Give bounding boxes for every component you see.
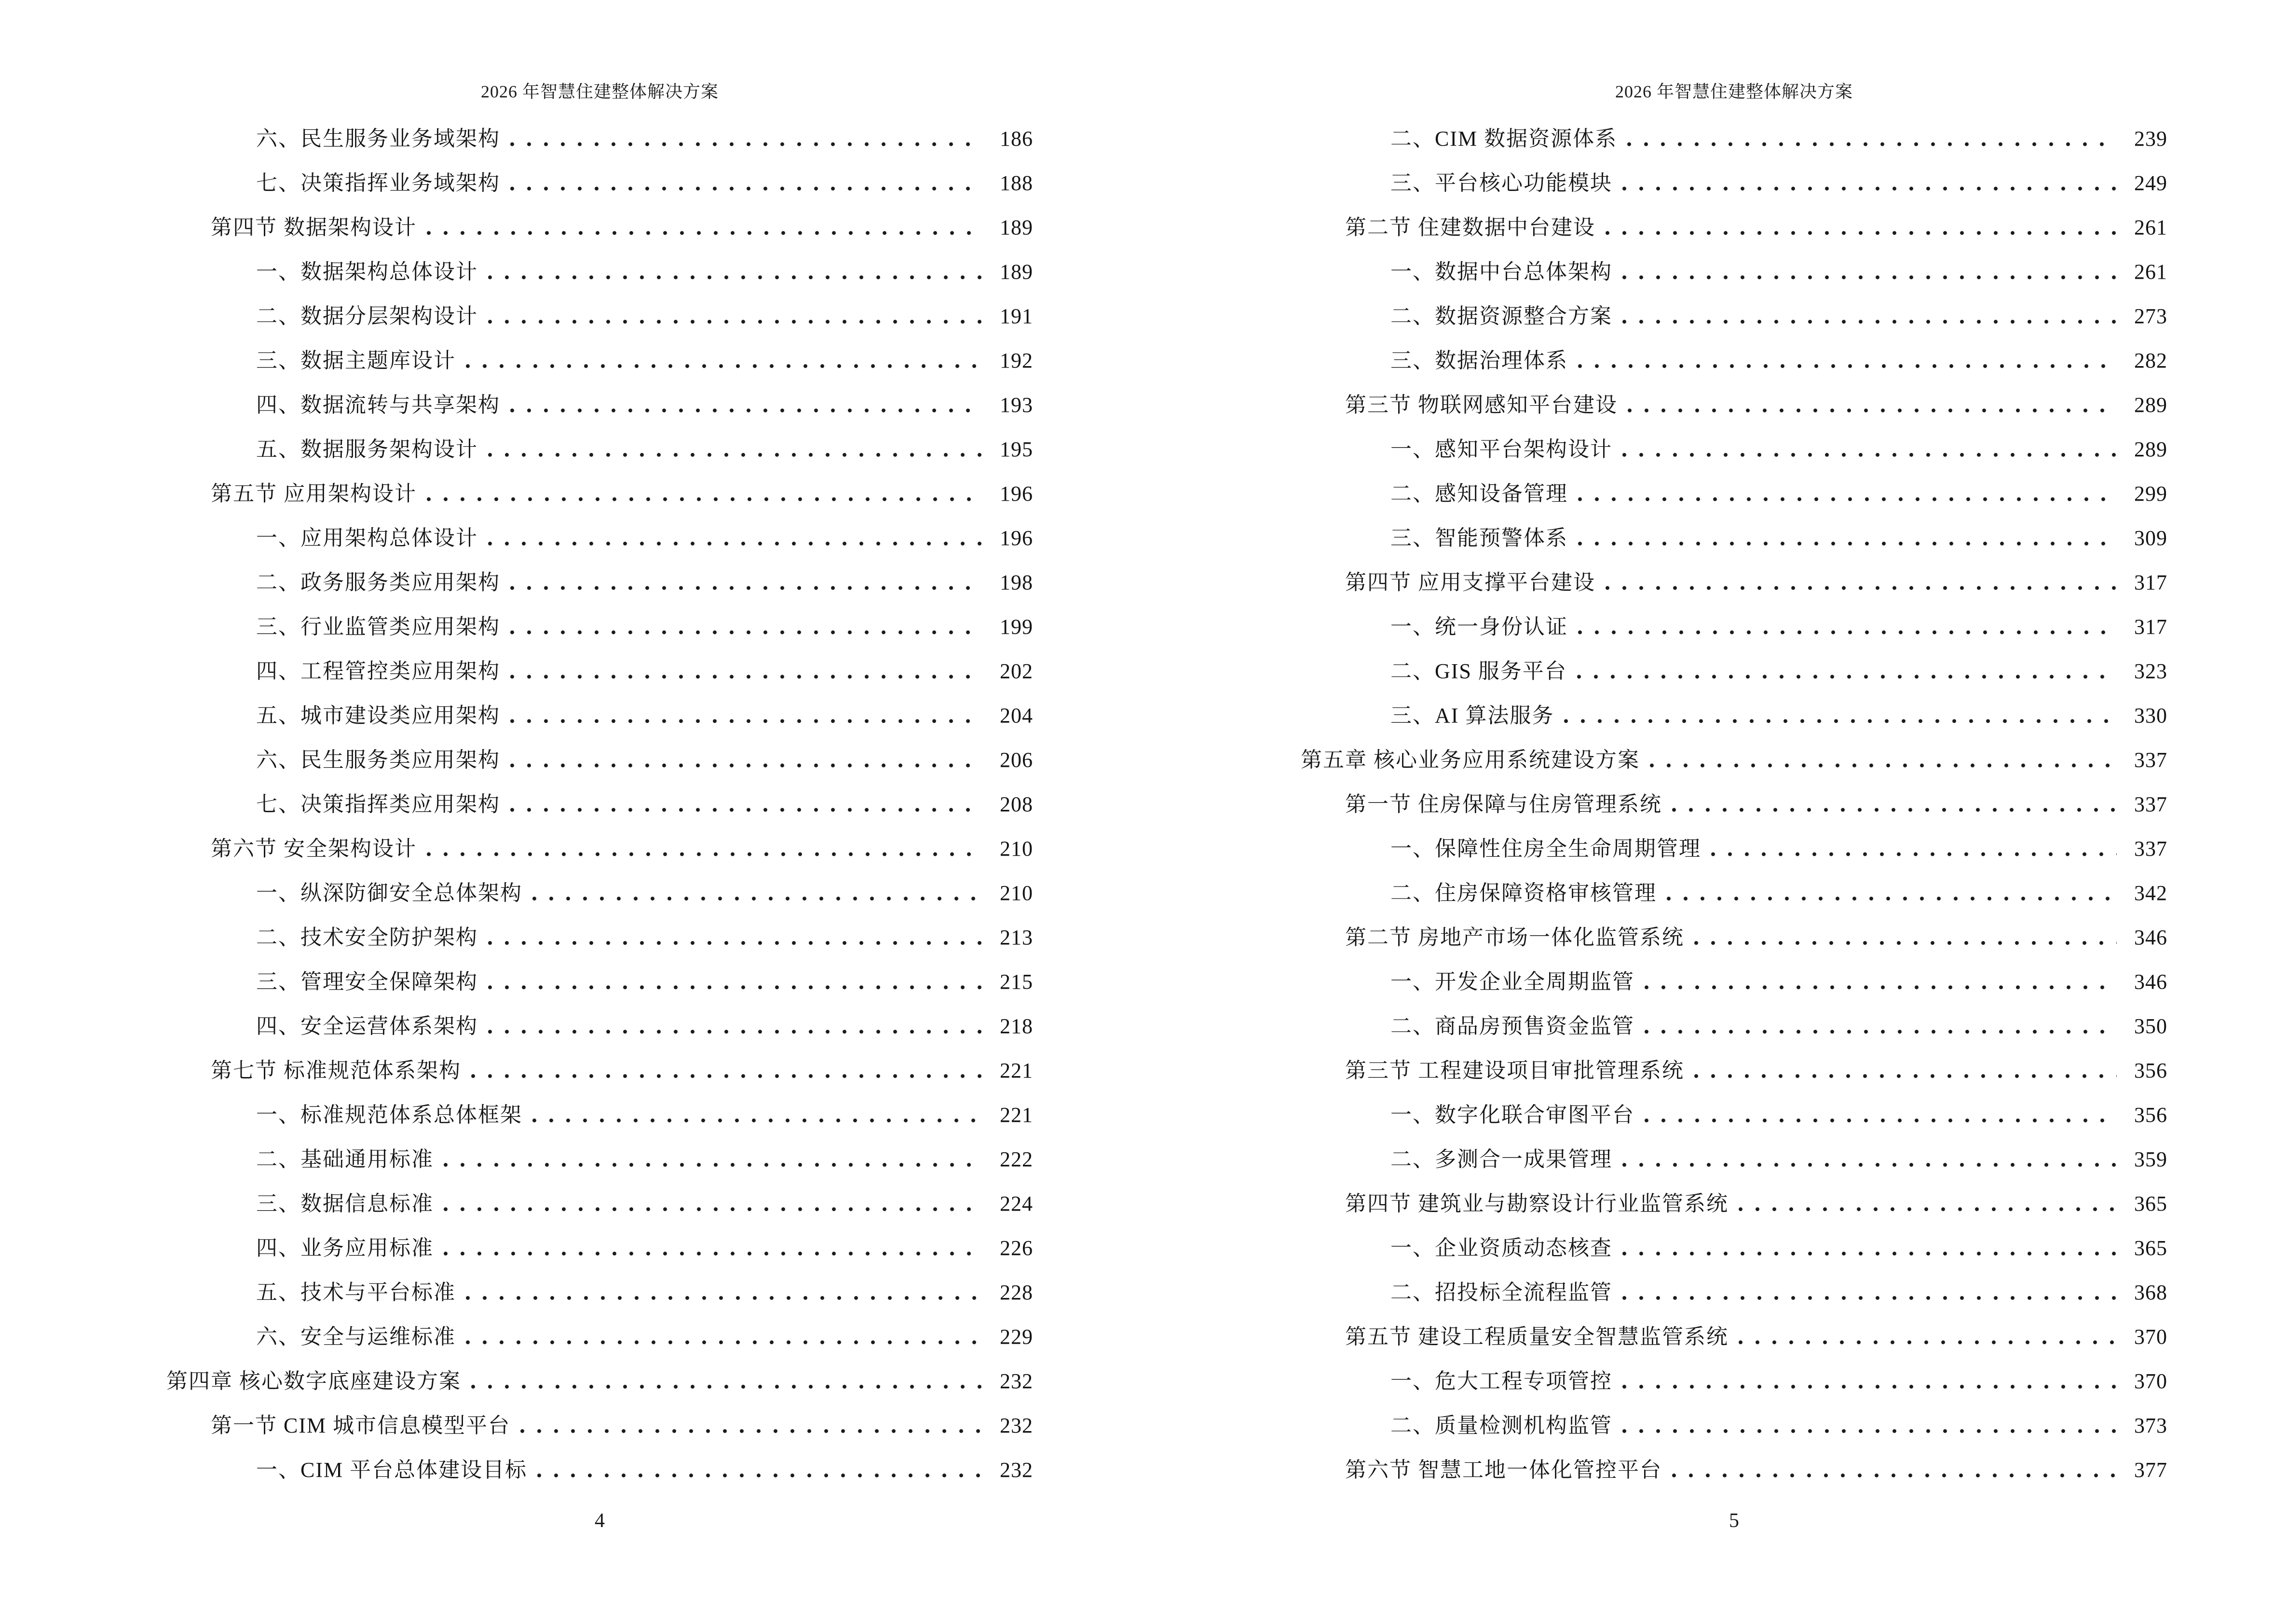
toc-entry[interactable] — [166, 327, 1033, 371]
dot-leader — [424, 851, 982, 860]
toc-entry-page-number: 346 — [2134, 970, 2167, 994]
toc-entry-title: 第二节 房地产市场一体化监管系统 — [1345, 926, 1684, 949]
toc-entry[interactable] — [166, 726, 1033, 771]
dot-leader — [1620, 451, 2117, 460]
toc-entry-page-number: 198 — [1000, 571, 1033, 594]
dot-leader — [1625, 407, 2117, 416]
toc-entry[interactable] — [166, 593, 1033, 638]
toc-entry-page-number: 229 — [1000, 1325, 1033, 1349]
toc-entry[interactable] — [1301, 105, 2167, 150]
toc-entry[interactable] — [1301, 1037, 2167, 1081]
toc-entry[interactable] — [1301, 593, 2167, 638]
toc-entry-page-number: 208 — [1000, 792, 1033, 816]
toc-entry-page-number: 356 — [2134, 1103, 2167, 1127]
toc-entry[interactable] — [166, 815, 1033, 860]
toc-entry-title: 四、工程管控类应用架构 — [256, 659, 500, 683]
dot-leader — [1620, 185, 2117, 194]
toc-entry-page-number: 368 — [2134, 1281, 2167, 1304]
dot-leader — [508, 629, 982, 638]
dot-leader — [469, 1073, 982, 1081]
dot-leader — [1576, 363, 2117, 371]
toc-entry[interactable] — [166, 460, 1033, 505]
dot-leader — [1576, 629, 2117, 638]
toc-entry-title: 四、业务应用标准 — [256, 1236, 434, 1260]
dot-leader — [1736, 1339, 2117, 1348]
toc-entry-title: 第五节 建设工程质量安全智慧监管系统 — [1345, 1325, 1729, 1349]
toc-entry-title: 一、开发企业全周期监管 — [1390, 970, 1634, 994]
toc-entry[interactable] — [166, 1170, 1033, 1215]
toc-entry-page-number: 261 — [2134, 260, 2167, 284]
toc-entry-page-number: 189 — [1000, 216, 1033, 239]
toc-entry-title: 第六节 安全架构设计 — [211, 837, 417, 860]
toc-entry[interactable] — [1301, 283, 2167, 327]
dot-leader — [486, 274, 982, 283]
toc-entry-title: 二、住房保障资格审核管理 — [1390, 881, 1657, 905]
dot-leader — [508, 718, 982, 726]
dot-leader — [1620, 1295, 2117, 1303]
toc-entry-title: 三、平台核心功能模块 — [1390, 171, 1612, 195]
toc-entry-page-number: 359 — [2134, 1147, 2167, 1171]
toc-entry[interactable] — [1301, 860, 2167, 904]
toc-entry[interactable] — [1301, 460, 2167, 505]
toc-entry-page-number: 261 — [2134, 216, 2167, 239]
toc-entry-page-number: 204 — [1000, 704, 1033, 727]
toc-entry-page-number: 232 — [1000, 1414, 1033, 1437]
toc-entry-title: 一、数字化联合审图平台 — [1390, 1103, 1634, 1127]
toc-entry-page-number: 346 — [2134, 926, 2167, 949]
dot-leader — [508, 762, 982, 771]
dot-leader — [424, 496, 982, 505]
dot-leader — [486, 318, 982, 327]
page-content — [166, 0, 1033, 1624]
toc-entry-page-number: 210 — [1000, 881, 1033, 905]
toc-entry-title: 第五章 核心业务应用系统建设方案 — [1301, 748, 1640, 772]
toc-entry-page-number: 317 — [2134, 571, 2167, 594]
toc-entry[interactable] — [166, 860, 1033, 904]
dot-leader — [463, 1339, 982, 1348]
toc-entry[interactable] — [1301, 1170, 2167, 1215]
toc-entry[interactable] — [1301, 638, 2167, 682]
toc-entry-title: 二、GIS 服务平台 — [1390, 659, 1567, 683]
toc-entry-title: 三、智能预警体系 — [1390, 526, 1568, 550]
toc-entry-title: 四、安全运营体系架构 — [256, 1014, 478, 1038]
toc-entry-title: 二、招投标全流程监管 — [1390, 1281, 1612, 1304]
toc-entry-title: 第一节 CIM 城市信息模型平台 — [211, 1414, 511, 1437]
toc-entry-title: 二、政务服务类应用架构 — [256, 571, 500, 594]
dot-leader — [486, 451, 982, 460]
toc-entry-page-number: 289 — [2134, 393, 2167, 417]
toc-entry-title: 第二节 住建数据中台建设 — [1345, 216, 1595, 239]
toc-entry-title: 一、统一身份认证 — [1390, 615, 1568, 639]
toc-entry-page-number: 232 — [1000, 1458, 1033, 1482]
dot-leader — [1603, 585, 2117, 593]
toc-entry-page-number: 196 — [1000, 482, 1033, 505]
dot-leader — [518, 1428, 982, 1436]
toc-entry-page-number: 370 — [2134, 1369, 2167, 1393]
toc-entry-page-number: 299 — [2134, 482, 2167, 505]
dot-leader — [1692, 940, 2117, 948]
toc-entry-title: 第一节 住房保障与住房管理系统 — [1345, 792, 1662, 816]
dot-leader — [1620, 1428, 2117, 1436]
dot-leader — [508, 806, 982, 815]
toc-entry-page-number: 192 — [1000, 349, 1033, 372]
toc-entry[interactable] — [166, 371, 1033, 416]
toc-entry-page-number: 191 — [1000, 304, 1033, 328]
toc-entry[interactable] — [166, 150, 1033, 194]
toc-entry-title: 二、感知设备管理 — [1390, 482, 1568, 505]
toc-entry-title: 第六节 智慧工地一体化管控平台 — [1345, 1458, 1662, 1482]
toc-entry-page-number: 330 — [2134, 704, 2167, 727]
toc-entry[interactable] — [1301, 1436, 2167, 1481]
toc-entry-page-number: 189 — [1000, 260, 1033, 284]
dot-leader — [1576, 496, 2117, 505]
dot-leader — [486, 540, 982, 549]
toc-entry-page-number: 232 — [1000, 1369, 1033, 1393]
dot-leader — [441, 1161, 982, 1170]
toc-entry-title: 第五节 应用架构设计 — [211, 482, 417, 505]
dot-leader — [1625, 141, 2117, 150]
toc-entry-page-number: 239 — [2134, 127, 2167, 150]
toc-entry-title: 一、保障性住房全生命周期管理 — [1390, 837, 1701, 860]
toc-entry[interactable] — [1301, 1392, 2167, 1436]
dot-leader — [508, 673, 982, 682]
toc-entry-page-number: 309 — [2134, 526, 2167, 550]
toc-entry-title: 二、CIM 数据资源体系 — [1390, 127, 1618, 150]
toc-entry[interactable] — [1301, 238, 2167, 283]
toc-entry-page-number: 193 — [1000, 393, 1033, 417]
toc-entry-page-number: 206 — [1000, 748, 1033, 772]
toc-entry-page-number: 221 — [1000, 1103, 1033, 1127]
toc-entry[interactable] — [1301, 1348, 2167, 1392]
dot-leader — [508, 141, 982, 150]
toc-entry-page-number: 224 — [1000, 1192, 1033, 1215]
toc-entry[interactable] — [1301, 371, 2167, 416]
toc-entry[interactable] — [166, 194, 1033, 238]
toc-entry-page-number: 370 — [2134, 1325, 2167, 1349]
toc-entry-title: 七、决策指挥类应用架构 — [256, 792, 500, 816]
dot-leader — [486, 984, 982, 993]
dot-leader — [1620, 1250, 2117, 1259]
toc-entry-title: 六、民生服务类应用架构 — [256, 748, 500, 772]
toc-entry-title: 一、标准规范体系总体框架 — [256, 1103, 522, 1127]
toc-entry-title: 一、感知平台架构设计 — [1390, 437, 1612, 461]
toc-entry-page-number: 210 — [1000, 837, 1033, 860]
toc-entry-title: 第四章 核心数字底座建设方案 — [166, 1369, 461, 1393]
page-content — [1301, 0, 2167, 1624]
dot-leader — [1562, 718, 2117, 726]
toc-entry[interactable] — [166, 1037, 1033, 1081]
dot-leader — [1670, 806, 2117, 815]
dot-leader — [530, 895, 982, 904]
dot-leader — [508, 585, 982, 593]
dot-leader — [1664, 895, 2117, 904]
toc-entry[interactable] — [1301, 416, 2167, 460]
toc-entry[interactable] — [166, 505, 1033, 549]
dot-leader — [1642, 1028, 2117, 1037]
toc-entry-title: 二、质量检测机构监管 — [1390, 1414, 1612, 1437]
toc-entry-page-number: 377 — [2134, 1458, 2167, 1482]
toc-entry[interactable] — [1301, 1215, 2167, 1259]
toc-entry[interactable] — [1301, 150, 2167, 194]
toc-entry[interactable] — [1301, 1259, 2167, 1303]
toc-entry-title: 一、数据架构总体设计 — [256, 260, 478, 284]
toc-entry-title: 三、AI 算法服务 — [1390, 704, 1554, 727]
dot-leader — [1620, 318, 2117, 327]
toc-entry-title: 第三节 工程建设项目审批管理系统 — [1345, 1059, 1684, 1082]
toc-entry-page-number: 337 — [2134, 792, 2167, 816]
page-header-title: 2026 年智慧住建整体解决方案 — [480, 82, 719, 101]
dot-leader — [535, 1472, 982, 1481]
document-page-right — [1144, 0, 2287, 1624]
toc-entry-title: 一、纵深防御安全总体架构 — [256, 881, 522, 905]
toc-entry-page-number: 249 — [2134, 171, 2167, 195]
dot-leader — [486, 940, 982, 948]
toc-entry-page-number: 365 — [2134, 1192, 2167, 1215]
toc-entry[interactable] — [1301, 194, 2167, 238]
dot-leader — [463, 363, 982, 371]
toc-entry[interactable] — [166, 1259, 1033, 1303]
toc-entry-page-number: 337 — [2134, 748, 2167, 772]
toc-entry[interactable] — [166, 638, 1033, 682]
toc-entry-title: 第四节 建筑业与勘察设计行业监管系统 — [1345, 1192, 1729, 1215]
dot-leader — [1692, 1073, 2117, 1081]
toc-entry[interactable] — [166, 993, 1033, 1037]
dot-leader — [508, 185, 982, 194]
dot-leader — [1736, 1206, 2117, 1215]
toc-entry-page-number: 188 — [1000, 171, 1033, 195]
dot-leader — [1642, 1117, 2117, 1126]
toc-entry-page-number: 213 — [1000, 926, 1033, 949]
toc-entry-title: 三、数据信息标准 — [256, 1192, 434, 1215]
toc-entry[interactable] — [166, 1392, 1033, 1436]
toc-entry[interactable] — [166, 283, 1033, 327]
dot-leader — [1603, 230, 2117, 238]
toc-entry-page-number: 195 — [1000, 437, 1033, 461]
toc-entry-title: 一、危大工程专项管控 — [1390, 1369, 1612, 1393]
toc-entry-page-number: 226 — [1000, 1236, 1033, 1260]
toc-entry-page-number: 323 — [2134, 659, 2167, 683]
toc-entry-title: 六、民生服务业务域架构 — [256, 127, 500, 150]
table-of-contents — [1301, 105, 2167, 1481]
toc-entry-page-number: 199 — [1000, 615, 1033, 639]
dot-leader — [1709, 851, 2117, 860]
toc-entry-title: 第七节 标准规范体系架构 — [211, 1059, 461, 1082]
toc-entry-title: 三、行业监管类应用架构 — [256, 615, 500, 639]
dot-leader — [1642, 984, 2117, 993]
toc-entry-page-number: 373 — [2134, 1414, 2167, 1437]
toc-entry-page-number: 356 — [2134, 1059, 2167, 1082]
toc-entry-title: 一、CIM 平台总体建设目标 — [256, 1458, 528, 1482]
toc-entry[interactable] — [166, 1126, 1033, 1170]
dot-leader — [486, 1028, 982, 1037]
toc-entry-title: 一、企业资质动态核查 — [1390, 1236, 1612, 1260]
dot-leader — [469, 1383, 982, 1392]
toc-entry[interactable] — [166, 682, 1033, 726]
toc-entry-page-number: 221 — [1000, 1059, 1033, 1082]
toc-entry[interactable] — [166, 238, 1033, 283]
toc-entry-page-number: 202 — [1000, 659, 1033, 683]
toc-entry-title: 三、管理安全保障架构 — [256, 970, 478, 994]
toc-entry-page-number: 337 — [2134, 837, 2167, 860]
dot-leader — [508, 407, 982, 416]
toc-entry-page-number: 222 — [1000, 1147, 1033, 1171]
toc-entry-page-number: 365 — [2134, 1236, 2167, 1260]
toc-entry-page-number: 186 — [1000, 127, 1033, 150]
dot-leader — [1647, 762, 2117, 771]
toc-entry-page-number: 282 — [2134, 349, 2167, 372]
toc-entry-title: 第四节 数据架构设计 — [211, 216, 417, 239]
dot-leader — [530, 1117, 982, 1126]
toc-entry[interactable] — [1301, 1303, 2167, 1348]
toc-entry[interactable] — [1301, 771, 2167, 815]
toc-entry-title: 三、数据主题库设计 — [256, 349, 456, 372]
toc-entry[interactable] — [1301, 1126, 2167, 1170]
toc-entry[interactable] — [1301, 948, 2167, 993]
toc-entry[interactable] — [166, 1436, 1033, 1481]
toc-entry-page-number: 350 — [2134, 1014, 2167, 1038]
toc-entry[interactable] — [166, 904, 1033, 948]
dot-leader — [1620, 1161, 2117, 1170]
toc-entry-title: 六、安全与运维标准 — [256, 1325, 456, 1349]
dot-leader — [424, 230, 982, 238]
toc-entry[interactable] — [1301, 505, 2167, 549]
toc-entry-title: 二、数据资源整合方案 — [1390, 304, 1612, 328]
toc-entry-title: 二、技术安全防护架构 — [256, 926, 478, 949]
toc-entry-title: 二、多测合一成果管理 — [1390, 1147, 1612, 1171]
toc-entry-page-number: 215 — [1000, 970, 1033, 994]
toc-entry-title: 五、城市建设类应用架构 — [256, 704, 500, 727]
toc-entry[interactable] — [166, 1303, 1033, 1348]
toc-entry[interactable] — [166, 771, 1033, 815]
dot-leader — [1620, 1383, 2117, 1392]
toc-entry-page-number: 196 — [1000, 526, 1033, 550]
toc-entry[interactable] — [1301, 327, 2167, 371]
toc-entry[interactable] — [166, 416, 1033, 460]
toc-entry[interactable] — [166, 549, 1033, 593]
toc-entry[interactable] — [1301, 682, 2167, 726]
toc-entry-page-number: 228 — [1000, 1281, 1033, 1304]
dot-leader — [1575, 673, 2117, 682]
dot-leader — [1670, 1472, 2117, 1481]
toc-entry-page-number: 342 — [2134, 881, 2167, 905]
toc-entry-page-number: 273 — [2134, 304, 2167, 328]
dot-leader — [463, 1295, 982, 1303]
toc-entry-title: 五、技术与平台标准 — [256, 1281, 456, 1304]
toc-entry-page-number: 317 — [2134, 615, 2167, 639]
toc-entry-page-number: 289 — [2134, 437, 2167, 461]
toc-entry-title: 二、数据分层架构设计 — [256, 304, 478, 328]
toc-entry[interactable] — [1301, 1081, 2167, 1126]
page-number-footer: 5 — [1729, 1510, 1739, 1532]
toc-entry-title: 二、基础通用标准 — [256, 1147, 434, 1171]
dot-leader — [441, 1250, 982, 1259]
toc-entry[interactable] — [1301, 904, 2167, 948]
toc-entry-title: 第四节 应用支撑平台建设 — [1345, 571, 1595, 594]
page-number-footer: 4 — [595, 1510, 605, 1532]
toc-entry[interactable] — [166, 105, 1033, 150]
toc-entry-title: 二、商品房预售资金监管 — [1390, 1014, 1634, 1038]
toc-entry-title: 四、数据流转与共享架构 — [256, 393, 500, 417]
dot-leader — [1576, 540, 2117, 549]
toc-entry[interactable] — [166, 1081, 1033, 1126]
page-header-title: 2026 年智慧住建整体解决方案 — [1615, 82, 1853, 101]
toc-entry-title: 五、数据服务架构设计 — [256, 437, 478, 461]
toc-entry-title: 三、数据治理体系 — [1390, 349, 1568, 372]
toc-entry-title: 一、数据中台总体架构 — [1390, 260, 1612, 284]
toc-entry-title: 七、决策指挥业务域架构 — [256, 171, 500, 195]
toc-entry-title: 一、应用架构总体设计 — [256, 526, 478, 550]
dot-leader — [441, 1206, 982, 1215]
table-of-contents — [166, 105, 1033, 1481]
toc-entry[interactable] — [1301, 815, 2167, 860]
toc-entry[interactable] — [166, 1215, 1033, 1259]
dot-leader — [1620, 274, 2117, 283]
toc-entry[interactable] — [166, 948, 1033, 993]
toc-entry-page-number: 218 — [1000, 1014, 1033, 1038]
toc-entry[interactable] — [1301, 993, 2167, 1037]
toc-entry[interactable] — [166, 1348, 1033, 1392]
toc-entry[interactable] — [1301, 549, 2167, 593]
toc-entry[interactable] — [1301, 726, 2167, 771]
toc-entry-title: 第三节 物联网感知平台建设 — [1345, 393, 1618, 417]
